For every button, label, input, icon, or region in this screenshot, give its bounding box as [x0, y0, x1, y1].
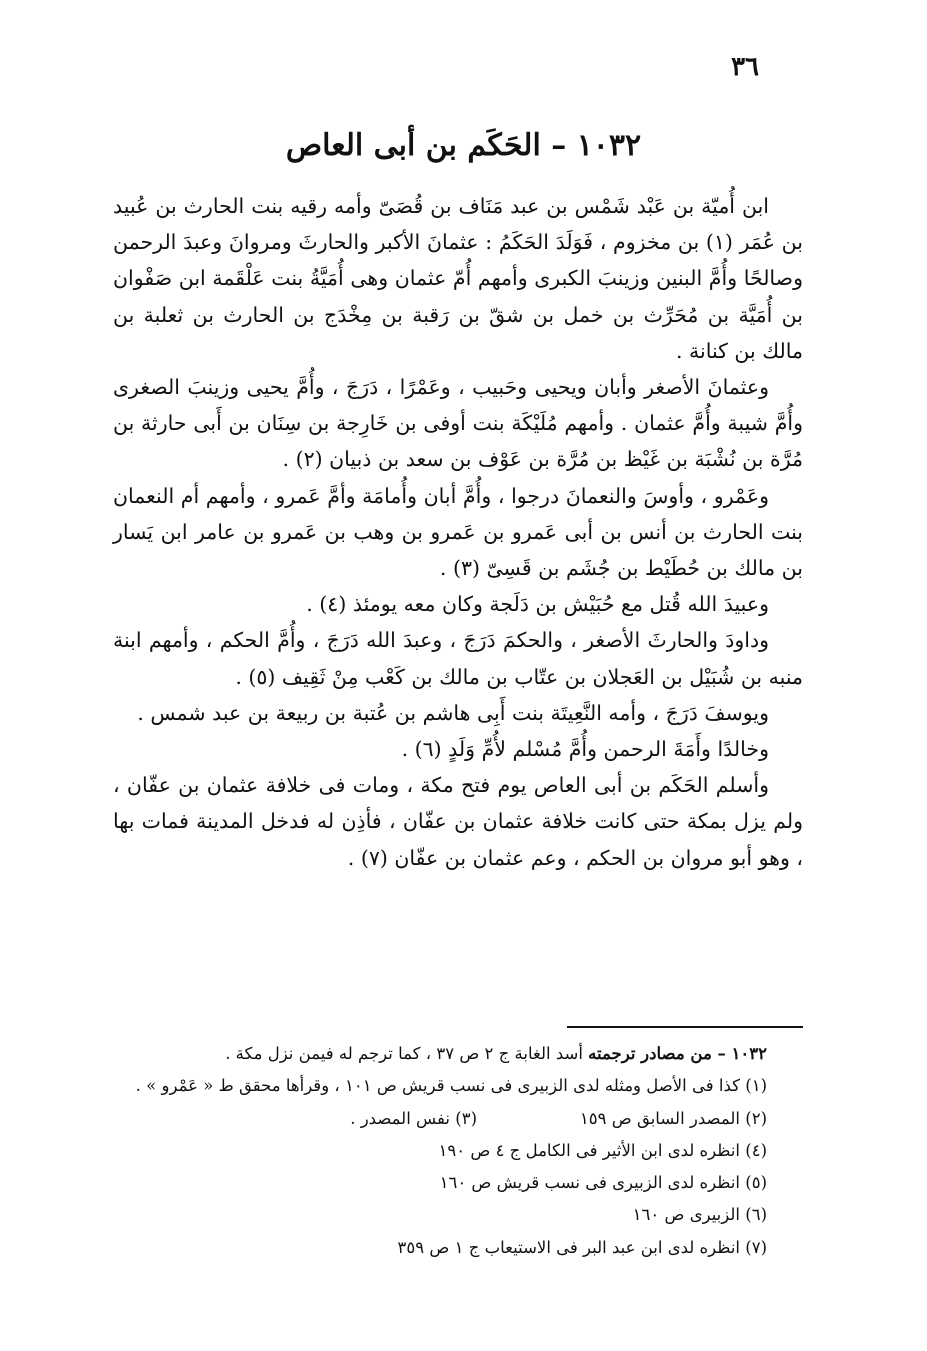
paragraph-dawud: وداودَ والحارثَ الأصغر ، والحكمَ دَرَجَ ، وعبدَ الله دَرَجَ ، وأُمَّ الحكم ، وأمهم ابنة منبه بن شُبَيْل بن العَجلان بن عتّاب بن مالك بن كَعْب مِنْ ثَقِيف (٥) .	[113, 628, 803, 689]
footnote-divider	[567, 1026, 803, 1028]
paragraph-second-wife: وعثمانَ الأصغر وأبان ويحيى وحَبيب ، وعَمْرًا ، دَرَجَ ، وأُمَّ يحيى وزينبَ الصغرى وأُمَّ شيبة وأُمَّ عثمان . وأمهم مُلَيْكَة بنت أوفى بن خَارِجة بن سِنَان بن أَبى حارثة بن مُرَّة بن نُشْبَة بن غَيْظ بن مُرَّة بن عَوْف بن سعد بن ذبيان (٢) .	[113, 375, 803, 472]
footnote-1: (١) كذا فى الأصل ومثله لدى الزبيرى فى نسب قريش ص ١٠١ ، وقرأها محقق ط « عَمْرو » .	[135, 1076, 767, 1096]
footnote-3: (٣) نفس المصدر .	[350, 1108, 477, 1128]
footnote-sources	[127, 1038, 767, 1070]
entry-title: ١٠٣٢ – الحَكَم بن أبى العاص	[285, 128, 642, 163]
footnote-2: (٢) المصدر السابق ص ١٥٩	[579, 1108, 767, 1128]
footnote-6: (٦) الزبيرى ص ١٦٠	[632, 1205, 767, 1225]
footnote-sources-label: ١٠٣٢ – من مصادر ترجمته	[588, 1044, 767, 1063]
footnotes	[127, 1038, 767, 1264]
footnote-row-2-3	[127, 1103, 767, 1135]
paragraph-ubaydallah: وعبيدَ الله قُتل مع حُبَيْش بن دَلَجة وكان معه يومئذ (٤) .	[306, 592, 769, 617]
page-number: ٣٦	[731, 52, 759, 82]
paragraph-yusuf: ويوسفَ دَرَجَ ، وأمه النَّعِيتَة بنت أَبِى هاشم بن عُتبة بن ربيعة بن عبد شمس .	[137, 700, 769, 725]
footnote-7: (٧) انظره لدى ابن عبد البر فى الاستيعاب ج ١ ص ٣٥٩	[397, 1237, 767, 1257]
footnote-5: (٥) انظره لدى الزبيرى فى نسب قريش ص ١٦٠	[439, 1173, 767, 1193]
footnote-sources-text: أسد الغابة ج ٢ ص ٣٧ ، كما ترجم له فيمن نزل مكة .	[225, 1044, 589, 1063]
paragraph-third-wife: وعَمْرو ، وأوسَ والنعمانَ درجوا ، وأُمَّ أبان وأُمامَة وأمَّ عَمرو ، وأمهم أم النعمان بنت الحارث بن أنس بن أبى عَمرو بن عَمرو بن وهب بن عَمرو بن عامر ابن يَسار بن مالك بن حُطَيْط بن جُشَم بن قَسِىّ (٣) .	[113, 483, 803, 581]
paragraph-lineage: ابن أُميّة بن عَبْد شَمْس بن عبد مَنَاف بن قُصَىّ وأمه رقيه بنت الحارث بن عُبيد بن عُمَر (١) بن مخزوم ، فَوَلَدَ الحَكَمُ : عثمانَ الأكبر والحارثَ ومروانَ وعبدَ الرحمن وصالحًا وأُمَّ البنين وزينبَ الكبرى وأمهم أُمّ عثمان وهى أُمَيَّةُ بنت عَلْقَمة ابن صَفْوان بن أُمَيَّة بن مُحَرِّث بن خمل بن شقّ بن رَقبة بن مِخْدَج بن الحارث بن ثعلبة بن مالك بن كنانة .	[113, 194, 803, 363]
paragraph-khalid: وخالدًا وأَمَةَ الرحمن وأُمَّ مُسْلم لأُمِّ وَلَدٍ (٦) .	[401, 737, 769, 762]
entry-body	[113, 188, 803, 876]
paragraph-islam: وأسلم الحَكَم بن أبى العاص يوم فتح مكة ، ومات فى خلافة عثمان بن عفّان ، ولم يزل بمكة حتى كانت خلافة عثمان بن عفّان ، فأذِن له فدخل المدينة فمات بها ، وهو أبو مروان بن الحكم ، وعم عثمان بن عفّان (٧) .	[113, 773, 803, 870]
footnote-4: (٤) انظره لدى ابن الأثير فى الكامل ج ٤ ص ١٩٠	[438, 1140, 767, 1160]
